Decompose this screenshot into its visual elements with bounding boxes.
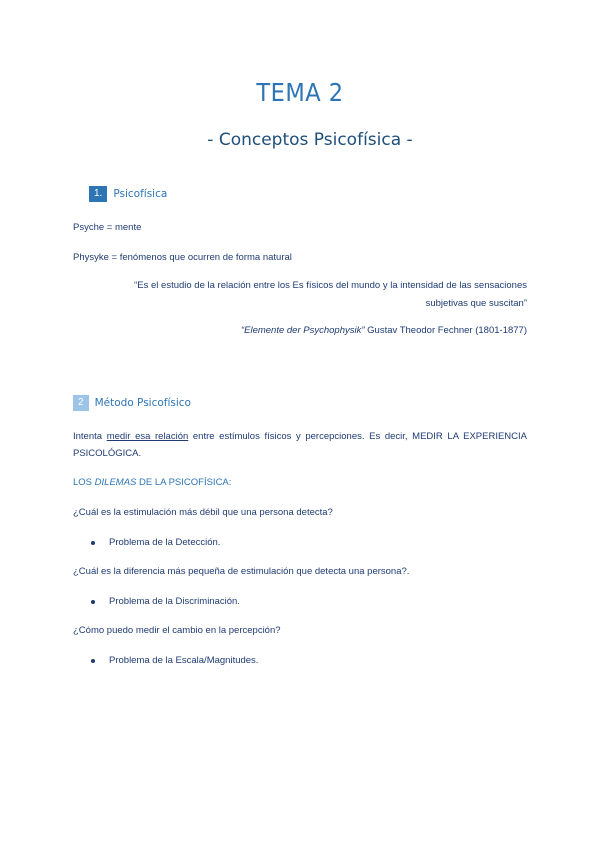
page-subtitle: - Conceptos Psicofísica - [207,130,413,150]
section-number: 1. [89,186,107,202]
section-heading-psicofisica [89,186,167,202]
citation-work: “Elemente der Psychophysik” [240,325,365,336]
dilemas-italic: DILEMAS [94,477,137,488]
question-2: ¿Cuál es la diferencia más pequeña de estimulación que detecta una persona?. [73,566,410,577]
citation-author: Gustav Theodor Fechner (1801-1877) [364,325,527,336]
bullet-icon [91,600,95,604]
definition-quote [87,277,527,313]
list-item [91,655,258,666]
dilemas-heading [73,477,231,488]
quote-line: subjetivas que suscitan” [425,298,527,309]
list-item-text: Problema de la Detección. [109,537,221,548]
quote-line: “Es el estudio de la relación entre los Es físicos del mundo y la intensidad de las sensaciones [134,280,527,291]
section-label: Psicofísica [113,188,168,200]
bullet-icon [91,541,95,545]
list-item-text: Problema de la Discriminación. [109,596,240,607]
question-1: ¿Cuál es la estimulación más débil que una persona detecta? [73,507,333,518]
quote-citation [87,322,527,340]
question-3: ¿Cómo puedo medir el cambio en la percepción? [73,625,281,636]
list-item [91,537,220,548]
section-number: 2 [73,395,89,411]
section-label: Método Psicofísico [94,397,191,409]
dilemas-text: DE LA PSICOFÍSICA: [136,477,232,488]
intro-text: Intenta [73,431,107,442]
physyke-definition: Physyke = fenómenos que ocurren de forma natural [73,252,292,263]
dilemas-text: LOS [73,477,95,488]
bullet-icon [91,659,95,663]
intro-underlined: medir esa relación [106,431,189,442]
list-item-text: Problema de la Escala/Magnitudes. [109,655,259,666]
intro-text: entre estímulos físicos y percepciones. Es decir, MEDIR LA EXPERIENCIA PSICOLÓGICA. [73,431,528,459]
page-title: TEMA 2 [256,78,344,107]
metodo-intro [73,428,527,462]
section-heading-metodo [73,395,191,411]
list-item [91,596,240,607]
psyche-definition: Psyche = mente [73,222,142,233]
